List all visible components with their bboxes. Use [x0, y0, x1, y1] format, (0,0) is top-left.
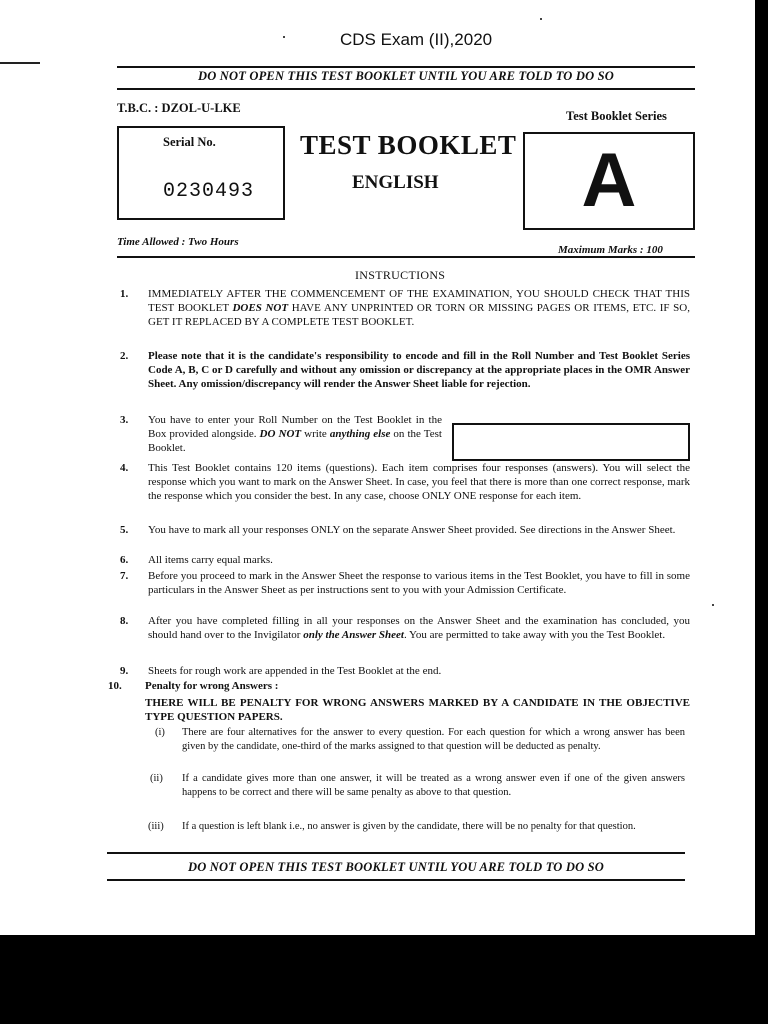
item-text: HAVE ANY UNPRINTED OR TORN OR MISSING PAGES OR ITEMS, ETC. IF SO, GET IT REPLACED BY A COMPLETE TEST BOOKLET. — [148, 302, 690, 328]
item-number: 4. — [120, 462, 129, 474]
item-number: 7. — [120, 570, 129, 582]
top-rule — [117, 66, 695, 68]
bottom-warning-banner: DO NOT OPEN THIS TEST BOOKLET UNTIL YOU ARE TOLD TO DO SO — [187, 860, 605, 874]
item-number: 10. — [108, 680, 122, 692]
top-warning-banner: DO NOT OPEN THIS TEST BOOKLET UNTIL YOU ARE TOLD TO DO SO — [197, 69, 615, 83]
item-number: 9. — [120, 665, 129, 677]
instruction-item — [120, 553, 690, 567]
item-text: Please note that it is the candidate's responsibility to encode and fill in the Roll Number and Test Booklet Series Code A, B, C or D carefully and without any omission or discrepancy at the appropriate places in the OMR Answer Sheet. Any omission/discrepancy will render the Answer Sheet liable for rejection. — [148, 350, 690, 390]
bottom-rule-2 — [107, 879, 685, 881]
item-emphasis: only the Answer Sheet — [303, 629, 404, 641]
item-text: Sheets for rough work are appended in the Test Booklet at the end. — [148, 665, 442, 677]
serial-number-label: Serial No. — [163, 135, 216, 149]
item-text: After you have completed filling in all your responses on the Answer Sheet and the examination has concluded, you should hand over to the Invigilator — [148, 615, 690, 641]
instruction-item — [120, 287, 690, 329]
instruction-item — [120, 614, 690, 642]
scan-speck — [712, 604, 714, 606]
penalty-sub-item — [148, 820, 685, 834]
sub-item-text: If a question is left blank i.e., no answer is given by the candidate, there will be no penalty for that question. — [182, 821, 636, 832]
item-number: 3. — [120, 414, 129, 426]
item-number: 2. — [120, 350, 129, 362]
item-text: All items carry equal marks. — [148, 554, 273, 566]
scan-speck — [283, 36, 285, 38]
subject-name: ENGLISH — [352, 172, 439, 193]
instructions-heading: INSTRUCTIONS — [355, 268, 446, 282]
scan-edge-mark — [0, 62, 40, 64]
sub-item-text: If a candidate gives more than one answer, it will be treated as a wrong answer even if one of the given answers happens to be correct and there will be same penalty as above to that question. — [182, 773, 685, 798]
item-number: 1. — [120, 288, 129, 300]
item-text: You have to enter your Roll Number on the Test Booklet in the Box provided alongside. — [148, 414, 442, 440]
item-text: You have to mark all your responses ONLY on the separate Answer Sheet provided. See directions in the Answer Sheet. — [148, 524, 676, 536]
penalty-sub-item — [155, 726, 685, 754]
instruction-item — [108, 679, 690, 724]
maximum-marks: Maximum Marks : 100 — [558, 244, 663, 256]
roll-number-box[interactable] — [452, 423, 690, 461]
booklet-series-label: Test Booklet Series — [566, 109, 667, 123]
sub-item-text: There are four alternatives for the answer to every question. For each question for which a wrong answer has been given by the candidate, one-third of the marks assigned to that question will be deducted as penalty. — [182, 727, 685, 752]
item-text: This Test Booklet contains 120 items (questions). Each item comprises four responses (answers). You will select the response which you want to mark on the Answer Sheet. In case, you feel that there is more than one correct response, mark the response which you consider the best. In any case, choose ONLY ONE response for each item. — [148, 462, 690, 502]
booklet-series-box — [523, 132, 695, 230]
penalty-sub-item — [150, 772, 685, 800]
tbc-code: T.B.C. : DZOL-U-LKE — [117, 101, 241, 115]
item-text: . You are permitted to take away with you the Test Booklet. — [403, 629, 666, 641]
item-text: Before you proceed to mark in the Answer Sheet the response to various items in the Test Booklet, you have to fill in some particulars in the Answer Sheet as per instructions sent to you with your Admission Certificate. — [148, 570, 690, 596]
instruction-item — [120, 569, 690, 597]
item-number: 5. — [120, 524, 129, 536]
instruction-item — [120, 349, 690, 391]
time-allowed: Time Allowed : Two Hours — [117, 236, 239, 248]
sub-item-label: (iii) — [148, 821, 164, 832]
sub-item-label: (i) — [155, 727, 165, 738]
item-text: IMMEDIATELY AFTER THE COMMENCEMENT OF THE EXAMINATION, YOU SHOULD CHECK THAT THIS TEST BOOKLET — [148, 288, 690, 314]
instruction-item — [120, 664, 690, 678]
serial-number-box — [117, 126, 285, 220]
booklet-title: TEST BOOKLET — [300, 130, 517, 160]
top-rule-2 — [117, 88, 695, 90]
serial-number-value: 0230493 — [163, 180, 255, 203]
scan-speck — [540, 18, 542, 20]
booklet-series-letter: A — [581, 138, 637, 223]
item-emphasis: DOES NOT — [232, 302, 289, 314]
instruction-item — [120, 413, 442, 455]
item-number: 6. — [120, 554, 129, 566]
instruction-item — [120, 523, 690, 537]
penalty-statement: THERE WILL BE PENALTY FOR WRONG ANSWERS MARKED BY A CANDIDATE IN THE OBJECTIVE TYPE QUESTION PAPERS. — [145, 697, 690, 723]
header-bottom-rule — [117, 256, 695, 258]
instruction-item — [120, 461, 690, 503]
penalty-title: Penalty for wrong Answers : — [145, 680, 279, 692]
bottom-rule — [107, 852, 685, 854]
item-emphasis: DO NOT — [259, 428, 302, 440]
item-emphasis: anything else — [329, 428, 391, 440]
item-text: on the Test Booklet. — [148, 428, 442, 454]
sub-item-label: (ii) — [150, 773, 163, 784]
exam-title: CDS Exam (II),2020 — [340, 30, 493, 49]
item-number: 8. — [120, 615, 129, 627]
item-text: write — [301, 428, 330, 440]
